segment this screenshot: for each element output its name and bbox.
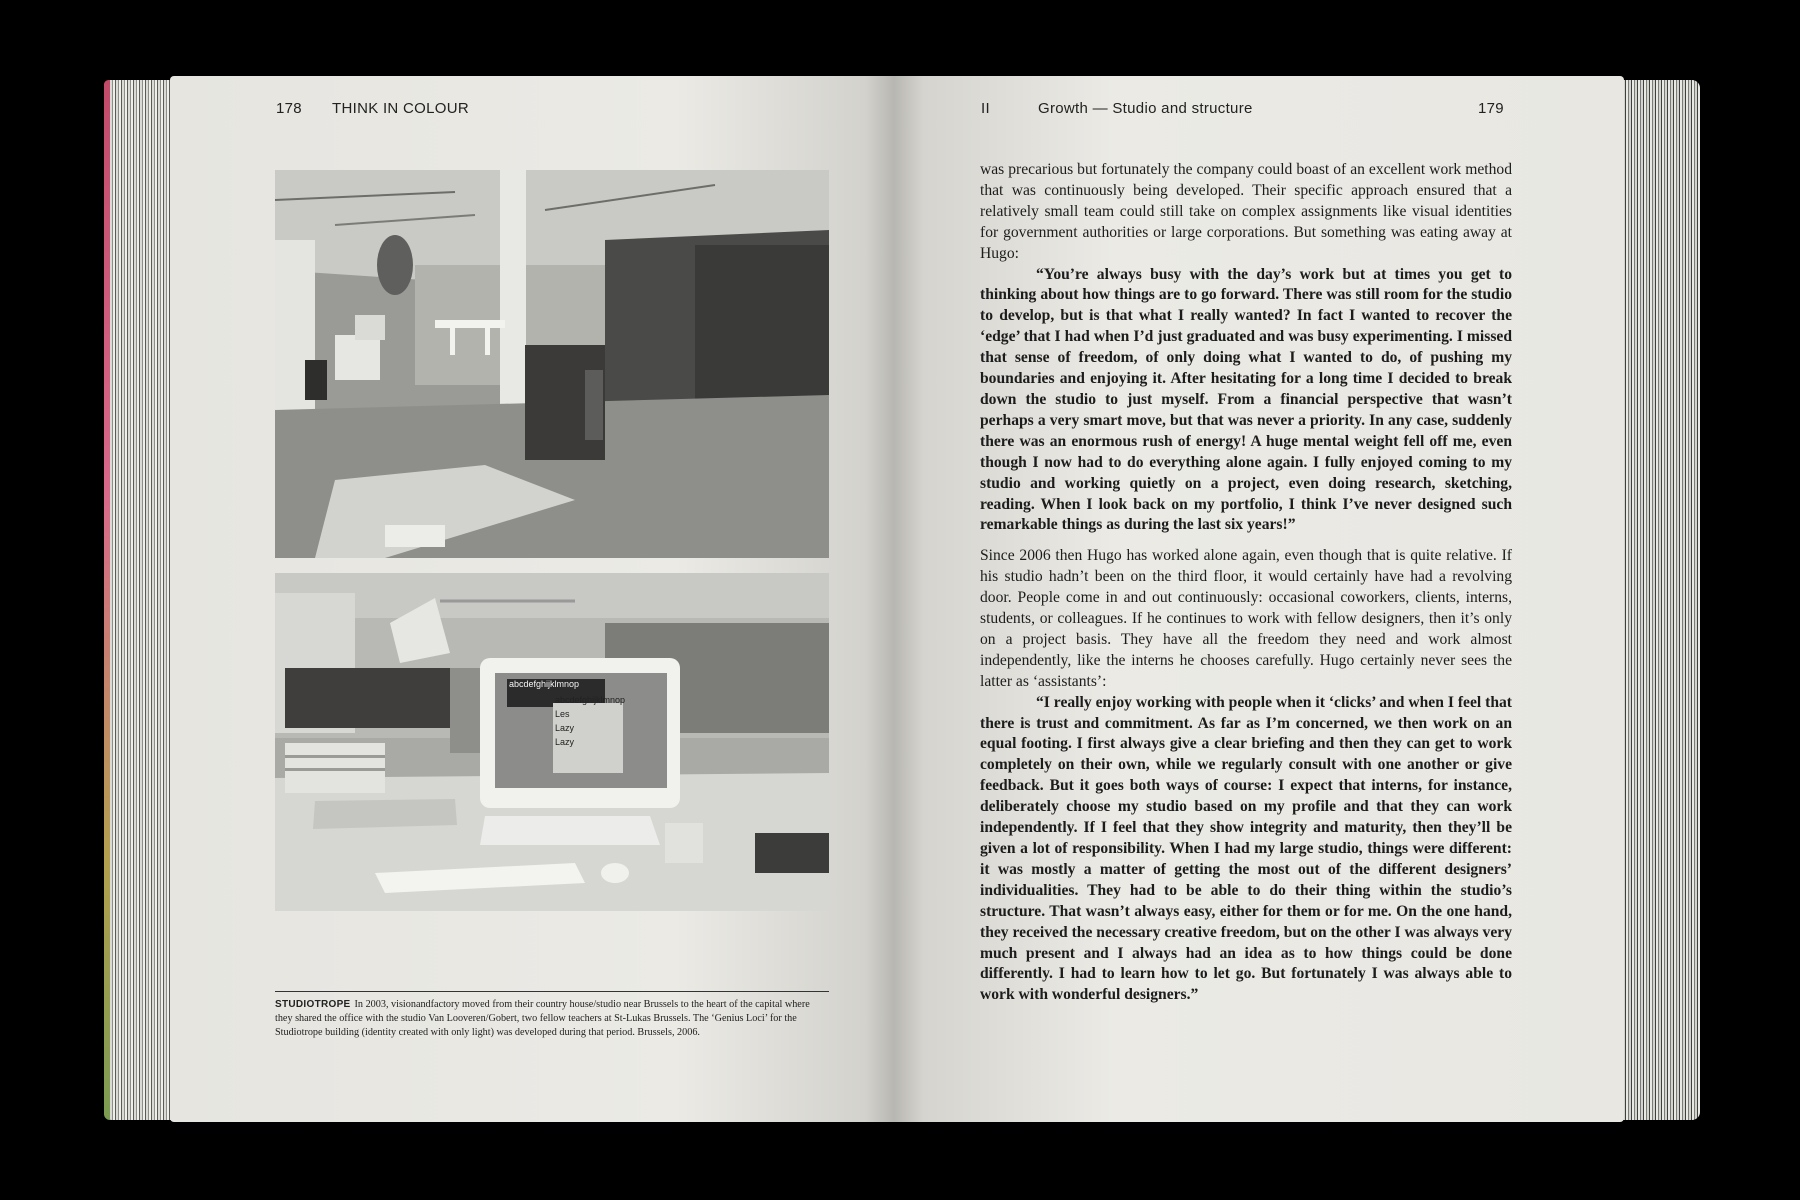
- caption-text: In 2003, visionandfactory moved from their country house/studio near Brussels to the heart of the capital where they shared the office with the studio Van Looveren/Gobert, two fellow teachers at St-Lukas Brussels. The ‘Genius Loci’ for the Studiotrope building (identity created with only light) was developed during that period. Brussels, 2006.: [275, 999, 810, 1038]
- body-text: [980, 160, 1512, 1006]
- paragraph: Since 2006 then Hugo has worked alone again, even though that is quite relative. If his studio hadn’t been on the third floor, it would certainly have had a revolving door. People come in and out continuously: occasional coworkers, clients, interns, students, or colleagues. If he continues to work with fellow designers, then it’s only on a project basis. They have all the freedom they need and work almost independently, like the interns he chooses carefully. Hugo certainly never sees the latter as ‘assistants’:: [980, 547, 1512, 690]
- caption-label: STUDIOTROPE: [275, 999, 351, 1010]
- left-page-number: 178: [276, 100, 302, 117]
- caption-rule: [275, 991, 829, 992]
- right-page: [894, 76, 1624, 1122]
- screen-line: Les: [555, 709, 570, 719]
- right-running-head: Growth — Studio and structure: [1038, 100, 1253, 117]
- photo-caption: [275, 998, 829, 1040]
- screen-line: abcdefghijklmnop: [509, 679, 580, 689]
- left-page: [170, 76, 894, 1122]
- section-number: II: [981, 100, 990, 117]
- office-photo: [275, 170, 829, 558]
- paragraph: was precarious but fortunately the company could boast of an excellent work method that was continuously being developed. Their specific approach ensured that a relatively small team could still take on complex assignments like visual identities for government authorities or large corporations. But something was eating away at Hugo:: [980, 161, 1512, 262]
- quote: “I really enjoy working with people when it ‘clicks’ and when I feel that there is trust and commitment. As far as I’m concerned, we then work on an equal footing. I first always give a clear briefing and then they can get to work completely on their own, while we regularly consult with one another or give feedback. But it goes both ways of course: I expect that interns, for instance, deliberately choose my studio based on my profile and that they can work independently. If I feel that they show integrity and maturity, then they’ll be given a lot of responsibility. When I had my large studio, things were different: it was mostly a matter of getting the most out of the different designers’ individualities. They had to be able to do their thing within the studio’s structure. That wasn’t always easy, either for them or for me. On the one hand, they received the necessary creative freedom, but on the other I was always very much present and I always had an idea as to how things could be done differently. I had to learn how to let go. But fortunately I was always able to work with wonderful designers.”: [980, 693, 1512, 1004]
- screen-text: [509, 679, 659, 747]
- screen-line: Lazy: [555, 737, 575, 747]
- screen-line: abcdefghijklmnop: [555, 695, 626, 705]
- left-running-head: THINK IN COLOUR: [332, 100, 470, 117]
- left-page-stack: [104, 80, 174, 1120]
- quote: “You’re always busy with the day’s work but at times you get to thinking about how things are to go forward. There was still room for the studio to develop, but is that what I really wanted? In fact I wanted to recover the ‘edge’ that I had when I’d just graduated and was busy experimenting. I missed that sense of freedom, of only doing what I wanted to do, of pushing my boundaries and enjoying it. After hesitating for a long time I decided to break down the studio to just myself. From a financial perspective that wasn’t perhaps a very smart move, but that was never a priority. In any case, suddenly there was an enormous rush of energy! A huge mental weight fell off me, even though I now had to do everything alone again. I fully enjoyed coming to my studio and working quietly on a project, even doing research, sketching, reading. When I look back on my portfolio, I think I’ve never designed such remarkable things as during the last six years!”: [980, 265, 1512, 534]
- screen-line: Lazy: [555, 723, 575, 733]
- right-page-stack: [1620, 80, 1700, 1120]
- right-page-number: 179: [1478, 100, 1504, 117]
- desk-computer-photo: [275, 573, 829, 911]
